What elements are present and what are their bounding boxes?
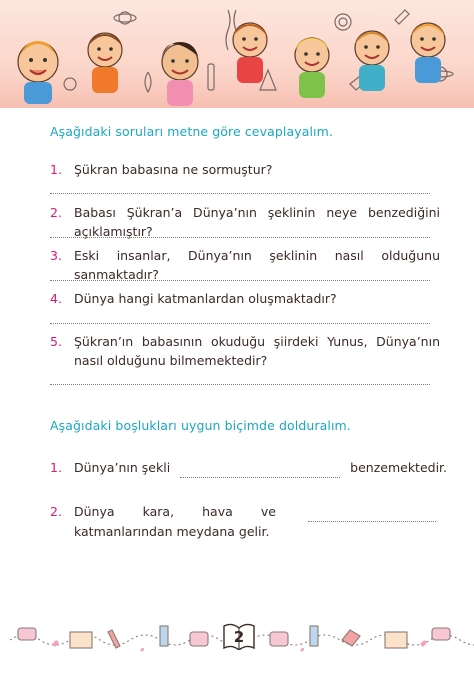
kid-7 xyxy=(411,23,445,83)
kid-1 xyxy=(18,41,58,104)
question-number: 1. xyxy=(50,162,62,177)
kid-3 xyxy=(162,42,198,106)
pencil-icon-2 xyxy=(342,630,360,646)
question-number: 2. xyxy=(50,205,62,220)
page-number: 2 xyxy=(233,628,245,646)
answer-line-5[interactable] xyxy=(50,384,430,385)
question-text: Babası Şükran’a Dünya’nın şeklinin neye benzediğini açıklamıştır? xyxy=(74,205,440,239)
dna-icon-2 xyxy=(145,72,151,92)
test-tube-icon xyxy=(208,64,214,90)
fill-text-before: Dünya’nın şekli xyxy=(74,460,171,475)
answer-line-2[interactable] xyxy=(50,237,430,238)
brush-icon-2 xyxy=(310,626,318,646)
answer-line-4[interactable] xyxy=(50,323,430,324)
heart-icon-3 xyxy=(300,648,304,652)
kid-4 xyxy=(233,23,267,83)
book-icon-2 xyxy=(385,632,407,648)
eraser-icon xyxy=(18,628,36,640)
question-text: Şükran babasına ne sormuştur? xyxy=(74,162,273,177)
question-number: 3. xyxy=(50,248,62,263)
answer-line-3[interactable] xyxy=(50,280,430,281)
question-text: Eski insanlar, Dünya’nın şeklinin nasıl olduğunu sanmaktadır? xyxy=(74,248,440,282)
heart-icon-2 xyxy=(140,648,144,652)
heart-icon xyxy=(52,640,59,647)
question-number: 5. xyxy=(50,334,62,349)
eraser-icon-3 xyxy=(270,632,288,646)
fill-number: 2. xyxy=(50,504,62,519)
question-text: Şükran’ın babasının okuduğu şiirdeki Yunus, Dünya’nın nasıl olduğunu bilmemektedir? xyxy=(74,334,440,368)
microscope-icon xyxy=(395,10,409,24)
answer-line-1[interactable] xyxy=(50,193,430,194)
brush-icon xyxy=(160,626,168,646)
kid-6 xyxy=(355,31,389,91)
fill-text-after: katmanlarından meydana gelir. xyxy=(74,524,270,539)
fill-blank-2[interactable] xyxy=(308,502,436,522)
question-text: Dünya hangi katmanlardan oluşmaktadır? xyxy=(74,291,337,306)
question-number: 4. xyxy=(50,291,62,306)
header-banner xyxy=(0,0,474,108)
fill-blank-1[interactable] xyxy=(180,458,340,478)
section1-instruction: Aşağıdaki soruları metne göre cevaplayalım. xyxy=(50,124,333,139)
fill-number: 1. xyxy=(50,460,62,475)
fill-text-before: Dünya kara, hava ve xyxy=(74,504,276,519)
heart-icon-4 xyxy=(420,640,427,647)
section2-instruction: Aşağıdaki boşlukları uygun biçimde dolduralım. xyxy=(50,418,351,433)
fill-text-after: benzemektedir. xyxy=(350,460,448,475)
eraser-icon-2 xyxy=(190,632,208,646)
kid-5 xyxy=(295,38,329,98)
tape-icon xyxy=(432,628,450,640)
dna-icon xyxy=(226,10,230,50)
magnet-icon xyxy=(64,78,76,90)
book-icon xyxy=(70,632,92,648)
kids-illustration xyxy=(0,0,474,108)
kid-2 xyxy=(88,33,122,93)
spiral-icon xyxy=(335,14,351,30)
